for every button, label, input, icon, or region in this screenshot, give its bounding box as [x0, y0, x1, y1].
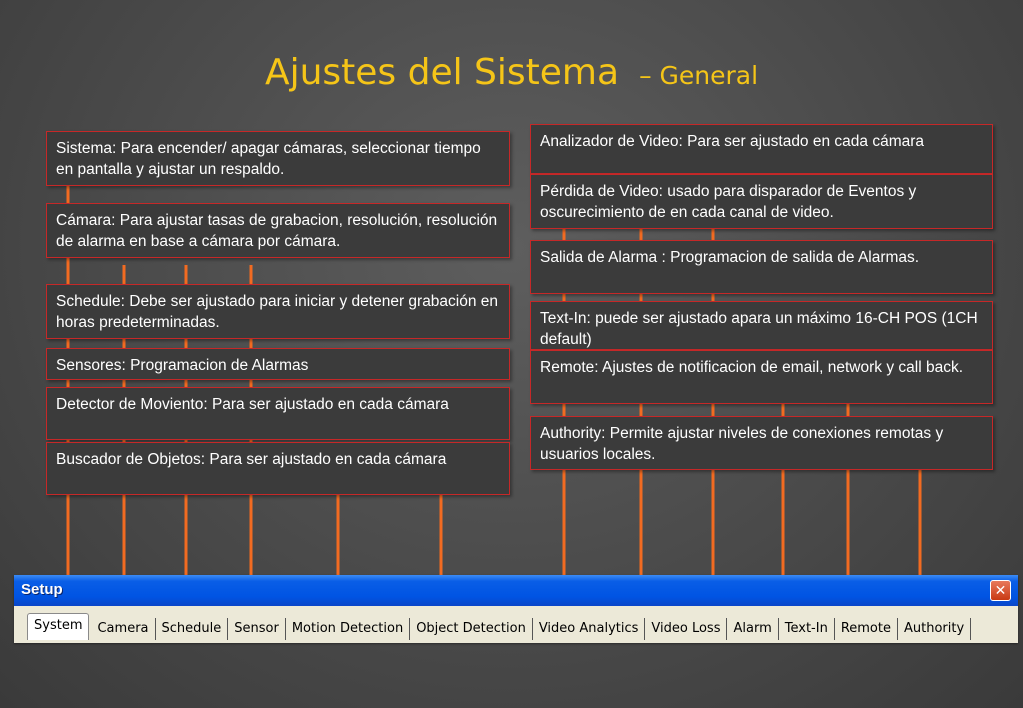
desc-salida: Salida de Alarma : Programacion de salida de Alarmas.: [530, 240, 993, 294]
setup-window-title: Setup: [21, 581, 63, 598]
desc-sensores: Sensores: Programacion de Alarmas: [46, 348, 510, 380]
desc-sistema: Sistema: Para encender/ apagar cámaras, seleccionar tiempo en pantalla y ajustar un respaldo.: [46, 131, 510, 186]
tab-alarm[interactable]: Alarm: [727, 618, 778, 640]
title-main: Ajustes del Sistema: [264, 52, 620, 93]
tab-text-in[interactable]: Text-In: [779, 618, 835, 640]
tab-authority[interactable]: Authority: [898, 618, 971, 640]
tab-system[interactable]: System: [27, 613, 89, 640]
tab-schedule[interactable]: Schedule: [156, 618, 229, 640]
setup-tabs: [27, 610, 971, 640]
desc-remote: Remote: Ajustes de notificacion de email, network y call back.: [530, 350, 993, 404]
desc-perdida: Pérdida de Video: usado para disparador de Eventos y oscurecimiento de en cada canal de video.: [530, 174, 993, 229]
tab-object-detection[interactable]: Object Detection: [410, 618, 533, 640]
tab-video-loss[interactable]: Video Loss: [645, 618, 727, 640]
desc-textin: Text-In: puede ser ajustado apara un máximo 16-CH POS (1CH default): [530, 301, 993, 350]
tab-motion-detection[interactable]: Motion Detection: [286, 618, 410, 640]
tab-video-analytics[interactable]: Video Analytics: [533, 618, 646, 640]
desc-buscador: Buscador de Objetos: Para ser ajustado en cada cámara: [46, 442, 510, 495]
setup-titlebar[interactable]: [14, 575, 1018, 606]
slide-title: [0, 52, 1023, 93]
desc-authority: Authority: Permite ajustar niveles de conexiones remotas y usuarios locales.: [530, 416, 993, 470]
desc-analizador: Analizador de Video: Para ser ajustado en cada cámara: [530, 124, 993, 174]
tab-sensor[interactable]: Sensor: [228, 618, 286, 640]
tab-remote[interactable]: Remote: [835, 618, 898, 640]
tab-camera[interactable]: Camera: [91, 618, 155, 640]
desc-detector: Detector de Moviento: Para ser ajustado en cada cámara: [46, 387, 510, 440]
title-sub: – General: [639, 61, 759, 90]
desc-camara: Cámara: Para ajustar tasas de grabacion, resolución, resolución de alarma en base a cámara por cámara.: [46, 203, 510, 258]
setup-window: [14, 575, 1018, 643]
desc-schedule: Schedule: Debe ser ajustado para iniciar y detener grabación en horas predeterminadas.: [46, 284, 510, 339]
close-icon[interactable]: ✕: [990, 580, 1011, 601]
